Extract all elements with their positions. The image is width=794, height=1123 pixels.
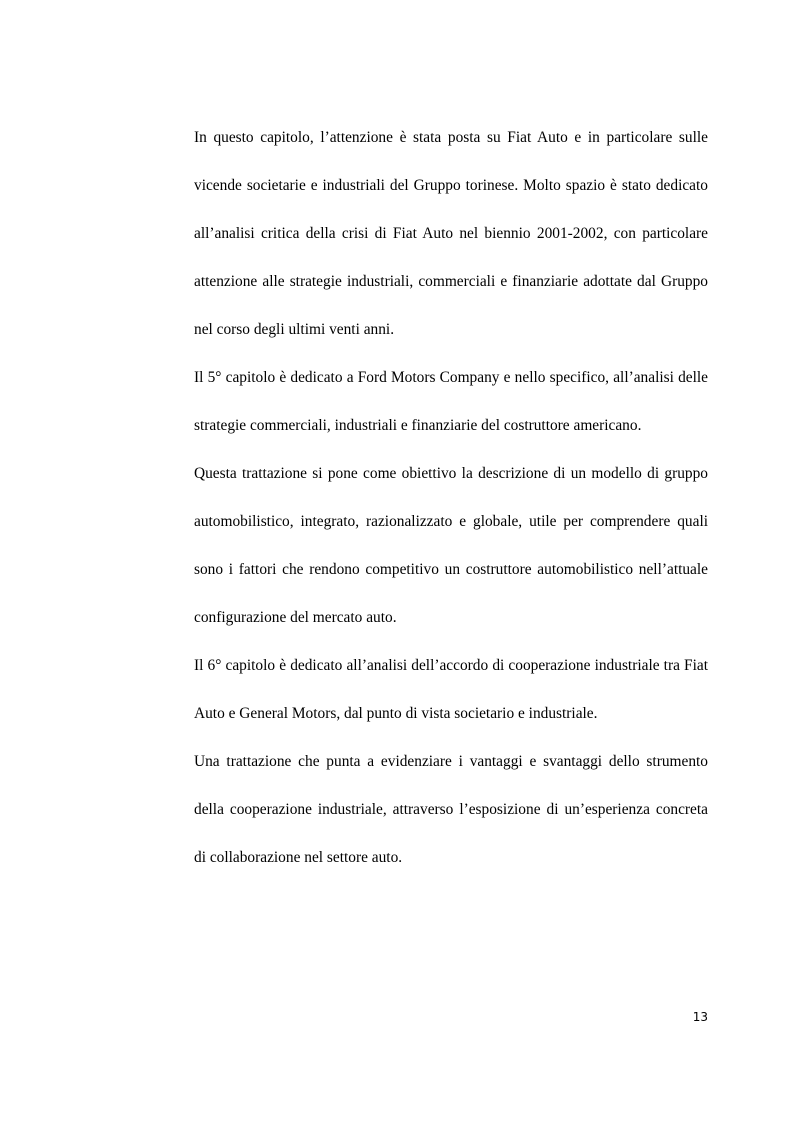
paragraph-chapter-4: In questo capitolo, l’attenzione è stata posta su Fiat Auto e in particolare sulle vicende societarie e industriali del Gruppo torinese. Molto spazio è stato dedicato all’analisi critica della crisi di Fiat Auto nel biennio 2001-2002, con particolare attenzione alle strategie industriali, commerciali e finanziarie adottate dal Gruppo nel corso degli ultimi venti anni. (194, 129, 708, 338)
paragraph-chapter-6-objective: Una trattazione che punta a evidenziare i vantaggi e svantaggi dello strumento della cooperazione industriale, attraverso l’esposizione di un’esperienza concreta di collaborazione nel settore auto. (194, 753, 708, 866)
paragraph-chapter-6: Il 6° capitolo è dedicato all’analisi dell’accordo di cooperazione industriale tra Fiat Auto e General Motors, dal punto di vista societario e industriale. (194, 657, 708, 722)
body-text (194, 114, 708, 882)
page-number: 13 (692, 1010, 708, 1024)
paragraph-chapter-5: Il 5° capitolo è dedicato a Ford Motors Company e nello specifico, all’analisi delle strategie commerciali, industriali e finanziarie del costruttore americano. (194, 369, 708, 434)
paragraph-chapter-5-objective: Questa trattazione si pone come obiettivo la descrizione di un modello di gruppo automobilistico, integrato, razionalizzato e globale, utile per comprendere quali sono i fattori che rendono competitivo un costruttore automobilistico nell’attuale configurazione del mercato auto. (194, 465, 708, 626)
